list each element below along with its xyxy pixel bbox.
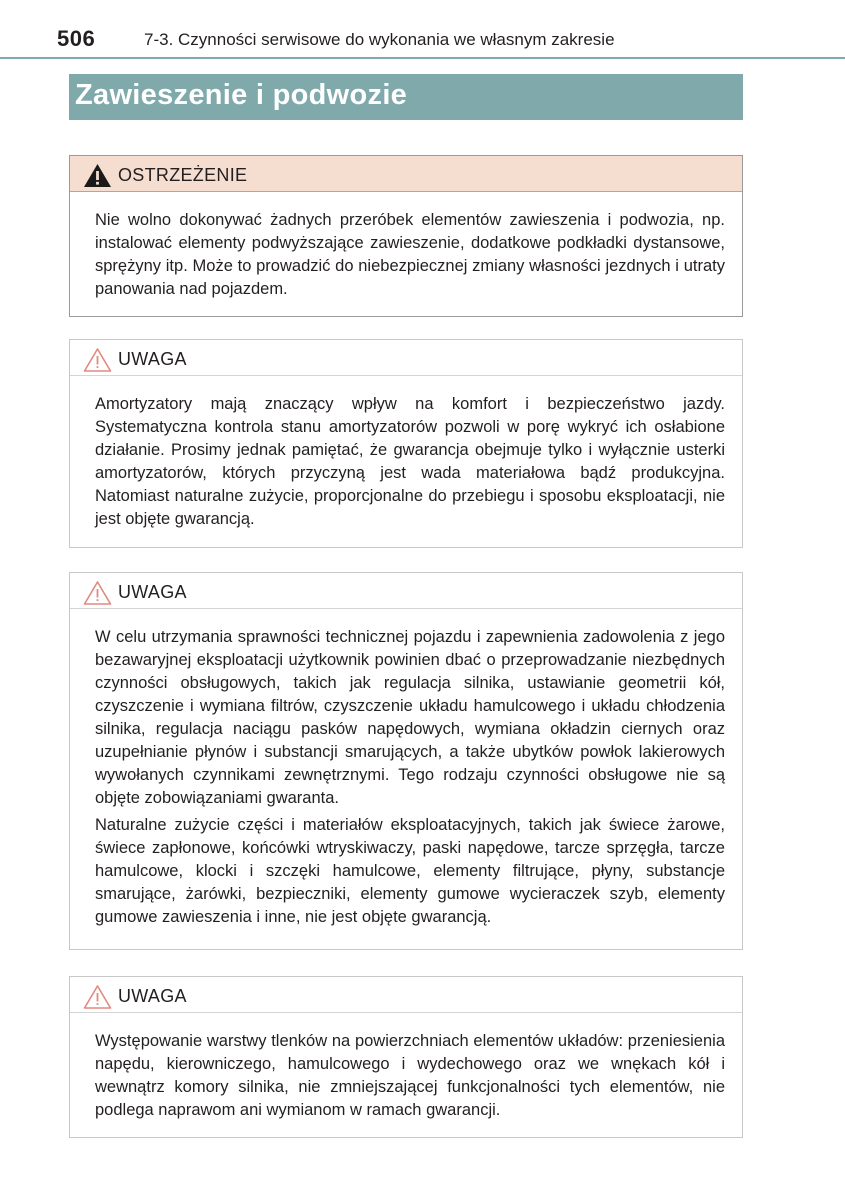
- notice-body: [70, 609, 742, 929]
- notice-header: [70, 573, 742, 609]
- notice-paragraph: Naturalne zużycie części i materiałów eksploatacyjnych, takich jak świece żarowe, świece zapłonowe, końcówki wtryskiwaczy, paski napędowe, tarcze sprzęgła, tarcze hamulcowe, klocki i szczęki hamulcowe, elementy filtrujące, płyny, substancje smarujące, żarówki, bezpieczniki, elementy gumowe wycieraczek szyb, elementy gumowe zawieszenia i inne, nie jest objęte gwarancją.: [95, 816, 725, 926]
- caution-notice: [69, 339, 743, 548]
- notice-label: UWAGA: [118, 986, 187, 1006]
- page-number: 506: [57, 26, 96, 51]
- header-divider: [0, 57, 845, 59]
- notice-body: [70, 192, 742, 301]
- warning-notice: [69, 155, 743, 317]
- notice-paragraph: Amortyzatory mają znaczący wpływ na komfort i bezpieczeństwo jazdy. Systematyczna kontrola stanu amortyzatorów pozwoli w porę wykryć ich osłabione działanie. Prosimy jednak pamiętać, że gwarancja obejmuje tylko i wyłącznie usterki amortyzatorów, których przyczyną jest wada materiałowa bądź produkcyjna. Natomiast naturalne zużycie, proporcjonalne do przebiegu i sposobu eksploatacji, nie jest objęte gwarancją.: [95, 395, 725, 528]
- caution-notice: [69, 572, 743, 950]
- notice-paragraph: Występowanie warstwy tlenków na powierzchniach elementów układów: przeniesienia napędu, kierowniczego, hamulcowego i wydechowego oraz we wnękach kół i wewnątrz komory silnika, nie zmniejszającej funkcjonalności tych elementów, nie podlega naprawom ani wymianom w ramach gwarancji.: [95, 1032, 725, 1119]
- caution-triangle-outline-icon: [83, 347, 112, 372]
- page-title: Zawieszenie i podwozie: [75, 79, 408, 111]
- notice-label: UWAGA: [118, 582, 187, 602]
- section-title-banner: [69, 74, 743, 120]
- notice-paragraph: Nie wolno dokonywać żadnych przeróbek elementów zawieszenia i podwozia, np. instalować elementy podwyższające zawieszenie, dodatkowe podkładki dystansowe, sprężyny itp. Może to prowadzić do niebezpiecznej zmiany własności jezdnych i utraty panowania nad pojazdem.: [95, 211, 725, 298]
- notice-body: [70, 1013, 742, 1122]
- section-breadcrumb: 7-3. Czynności serwisowe do wykonania we własnym zakresie: [144, 30, 615, 49]
- notice-body: [70, 376, 742, 531]
- notice-header: [70, 156, 742, 192]
- notice-header: [70, 340, 742, 376]
- notice-label: OSTRZEŻENIE: [118, 165, 248, 185]
- caution-triangle-outline-icon: [83, 984, 112, 1009]
- page-header: [0, 0, 845, 60]
- warning-triangle-filled-icon: [83, 163, 112, 188]
- notice-paragraph: W celu utrzymania sprawności technicznej pojazdu i zapewnienia zadowolenia z jego bezawaryjnej eksploatacji użytkownik powinien dbać o przeprowadzanie niezbędnych czynności obsługowych, takich jak regulacja silnika, ustawianie geometrii kół, czyszczenie i wymiana filtrów, czyszczenie układu hamulcowego i układu chłodzenia silnika, regulacja naciągu pasków napędowych, wymiana okładzin ciernych oraz uzupełnianie płynów i substancji smarujących, a także ubytków powłok lakierowych wywołanych czynnikami zewnętrznymi. Tego rodzaju czynności obsługowe nie są objęte zobowiązaniami gwaranta.: [95, 628, 725, 807]
- notice-header: [70, 977, 742, 1013]
- caution-triangle-outline-icon: [83, 580, 112, 605]
- notice-label: UWAGA: [118, 349, 187, 369]
- caution-notice: [69, 976, 743, 1138]
